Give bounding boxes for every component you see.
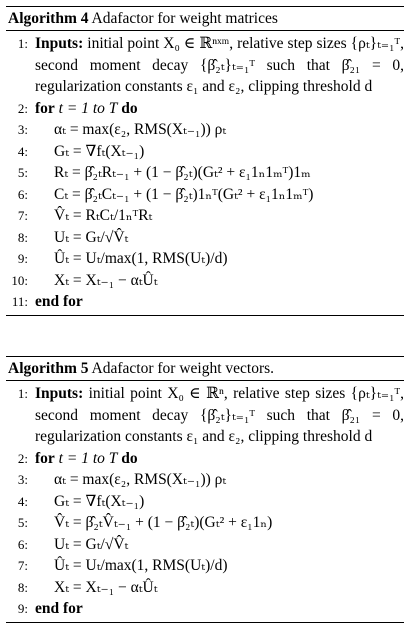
line-number: 4:: [17, 493, 28, 509]
algorithm-title: Adafactor for weight matrices: [91, 10, 278, 27]
algorithm-line: [6, 534, 404, 556]
algorithm-line: [6, 512, 404, 534]
bottom-rule: [6, 622, 404, 623]
line-text: Ûₜ = Uₜ/max(1, RMS(Uₜ)/d): [54, 250, 228, 267]
algorithm-line: [6, 205, 404, 227]
line-number: 9:: [17, 251, 28, 266]
line-number: 3:: [17, 122, 28, 137]
line-number: 1:: [17, 36, 28, 51]
line-number: 5:: [17, 165, 28, 180]
line-number: 5:: [17, 515, 28, 530]
algorithm-line: [6, 469, 404, 491]
algorithm-line: [6, 98, 404, 120]
line-text: Gₜ = ∇fₜ(Xₜ₋₁): [54, 492, 145, 510]
line-text: Gₜ = ∇fₜ(Xₜ₋₁): [54, 142, 145, 160]
line-number: 2:: [17, 100, 28, 116]
line-number: 7:: [17, 208, 28, 223]
line-number: 1:: [17, 386, 28, 401]
line-text: Uₜ = Gₜ/√V̂ₜ: [54, 228, 129, 246]
algorithm-title: Adafactor for weight vectors.: [91, 360, 275, 377]
line-number: 11:: [11, 294, 28, 309]
line-text: Rₜ = β̂₂ₜRₜ₋₁ + (1 − β̂₂ₜ)(Gₜ² + ε₁1ₙ1ₘᵀ)1ₘ: [54, 164, 311, 181]
algorithm-line: [6, 227, 404, 249]
algorithm-line: [6, 33, 404, 98]
algorithm-caption: [6, 357, 404, 380]
line-number: 8:: [17, 229, 28, 245]
line-text: αₜ = max(ε₂, RMS(Xₜ₋₁)) ρₜ: [54, 471, 227, 488]
algorithm-4-block: [6, 6, 404, 316]
algorithm-label: Algorithm 4: [8, 10, 89, 27]
line-number: 6:: [17, 536, 28, 552]
line-number: 3:: [17, 472, 28, 487]
algorithm-line: [6, 491, 404, 513]
line-text: Ûₜ = Uₜ/max(1, RMS(Uₜ)/d): [54, 557, 228, 574]
algorithm-line: [6, 162, 404, 184]
algorithm-line: [6, 383, 404, 448]
line-number: 7:: [17, 558, 28, 573]
line-text: V̂ₜ = RₜCₜ/1ₙᵀRₜ: [54, 207, 153, 224]
line-number: 6:: [17, 186, 28, 202]
keyword: do: [121, 449, 138, 467]
algorithm-body: [6, 31, 404, 315]
keyword: Inputs:: [35, 35, 84, 52]
line-text: initial point X₀ ∈ ℝⁿˣᵐ, relative step sizes {ρₜ}ₜ₌₁ᵀ, second moment decay {β̂₂ₜ}ₜ₌₁ᵀ such that β̂₂₁ = 0, regularization constants ε₁ and ε₂, clipping threshold d: [35, 35, 404, 95]
keyword: for: [35, 99, 55, 117]
line-number: 9:: [17, 601, 28, 616]
keyword: for: [35, 449, 55, 467]
keyword: end for: [35, 600, 83, 617]
line-number: 2:: [17, 450, 28, 466]
line-text: Xₜ = Xₜ₋₁ − αₜÛₜ: [54, 271, 158, 289]
line-text: V̂ₜ = β̂₂ₜV̂ₜ₋₁ + (1 − β̂₂ₜ)(Gₜ² + ε₁1ₙ): [54, 514, 273, 531]
line-text: αₜ = max(ε₂, RMS(Xₜ₋₁)) ρₜ: [54, 121, 227, 138]
algorithm-line: [6, 448, 404, 470]
line-text: t = 1 to T: [58, 99, 118, 117]
line-number: 10:: [11, 272, 28, 288]
algorithm-line: [6, 598, 404, 620]
algorithm-caption: [6, 7, 404, 30]
algorithm-label: Algorithm 5: [8, 360, 89, 377]
bottom-rule: [6, 315, 404, 316]
algorithm-body: [6, 381, 404, 622]
algorithm-line: [6, 291, 404, 313]
algorithm-5-block: [6, 356, 404, 623]
line-number: 4:: [17, 143, 28, 159]
algorithm-line: [6, 119, 404, 141]
line-text: Uₜ = Gₜ/√V̂ₜ: [54, 535, 129, 553]
keyword: do: [121, 99, 138, 117]
line-text: initial point X₀ ∈ ℝⁿ, relative step sizes {ρₜ}ₜ₌₁ᵀ, second moment decay {β̂₂ₜ}ₜ₌₁ᵀ such that β̂₂₁ = 0, regularization constants ε₁ and ε₂, clipping threshold d: [35, 385, 405, 445]
algorithm-line: [6, 555, 404, 577]
line-number: 8:: [17, 579, 28, 595]
algorithm-line: [6, 270, 404, 292]
keyword: Inputs:: [35, 385, 84, 402]
line-text: t = 1 to T: [58, 449, 118, 467]
line-text: Cₜ = β̂₂ₜCₜ₋₁ + (1 − β̂₂ₜ)1ₙᵀ(Gₜ² + ε₁1ₙ1ₘᵀ): [54, 185, 314, 203]
line-text: Xₜ = Xₜ₋₁ − αₜÛₜ: [54, 578, 158, 596]
algorithm-line: [6, 248, 404, 270]
keyword: end for: [35, 293, 83, 310]
algorithm-line: [6, 184, 404, 206]
algorithm-line: [6, 141, 404, 163]
algorithm-line: [6, 577, 404, 599]
